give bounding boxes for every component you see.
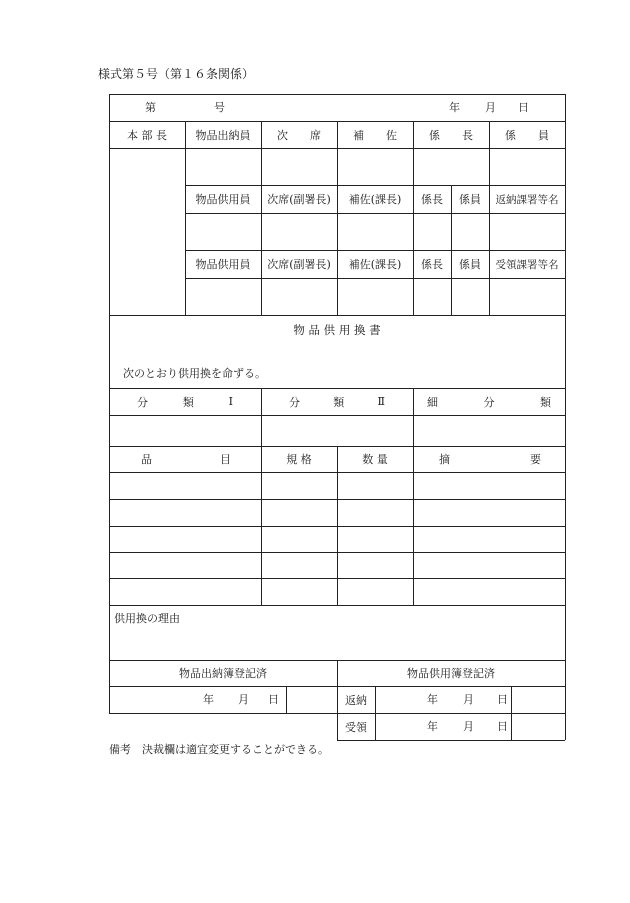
date-year: 年 [449, 101, 460, 114]
classification-2-input[interactable] [261, 415, 413, 446]
spec-header: 規 格 [286, 453, 312, 466]
seal-cell[interactable] [185, 148, 261, 185]
remarks-char-b: 要 [530, 453, 541, 466]
date-month: 月 [485, 101, 496, 114]
supply-ledger-label: 物品供用簿登記済 [407, 667, 495, 680]
approval-head-suitoin: 物品出納員 [195, 128, 251, 142]
approval-return-kyoyoin: 物品供用員 [195, 193, 251, 206]
approval-receive-kyoyoin: 物品供用員 [195, 258, 251, 271]
classification-1-char-a: 分 [137, 395, 148, 409]
approval-return-kakaricho: 係長 [421, 193, 443, 206]
receive-year: 年 [427, 720, 438, 733]
remarks-char-a: 摘 [439, 453, 450, 466]
item-name-header [109, 446, 261, 472]
receive-label: 受領 [345, 720, 367, 734]
approval-receive-jiseki: 次席(副署長) [267, 258, 331, 271]
item-rows[interactable] [109, 472, 565, 605]
approval-head-hosa: 補 佐 [353, 128, 397, 142]
item-name-char-b: 目 [220, 453, 231, 466]
seal-cell[interactable] [337, 148, 413, 185]
classification-1-input[interactable] [109, 415, 261, 446]
remarks-note: 備考 決裁欄は適宜変更することができる。 [109, 743, 329, 756]
ledger-left-day: 日 [268, 693, 279, 706]
approval-return-kakariin: 係員 [459, 193, 481, 206]
receive-day: 日 [497, 720, 508, 733]
approval-receive-kakariin: 係員 [459, 258, 481, 271]
approval-return-jiseki: 次席(副署長) [267, 193, 331, 206]
receive-month: 月 [463, 720, 474, 733]
subclassification-char-b: 分 [483, 395, 495, 409]
seal-cell[interactable] [261, 148, 337, 185]
approval-return-hosa: 補佐(課長) [348, 193, 402, 206]
return-day: 日 [497, 693, 508, 706]
classification-1-header [109, 388, 261, 415]
return-year: 年 [427, 693, 438, 706]
subclassification-char-a: 細 [427, 395, 438, 409]
reason-input[interactable] [109, 628, 565, 660]
seal-cell[interactable] [489, 148, 565, 185]
classification-2-numeral: Ⅱ [377, 395, 385, 408]
date-day: 日 [518, 101, 529, 114]
approval-receive-dept: 受領課署等名 [495, 258, 559, 271]
approval-receive-kakaricho: 係長 [421, 258, 443, 271]
order-text: 次のとおり供用換を命ずる。 [123, 367, 266, 380]
classification-2-char-b: 類 [333, 395, 345, 409]
subclassification-input[interactable] [413, 415, 565, 446]
seal-cell-honbucho[interactable] [109, 148, 185, 315]
subclassification-header [413, 388, 565, 415]
subclassification-char-c: 類 [540, 395, 551, 409]
disbursement-ledger-label: 物品出納簿登記済 [179, 667, 267, 680]
classification-1-numeral: Ⅰ [228, 395, 233, 408]
approval-head-jiseki: 次 席 [277, 128, 321, 142]
classification-2-header [261, 388, 413, 415]
approval-receive-hosa: 補佐(課長) [348, 258, 402, 271]
ledger-left-year: 年 [203, 693, 214, 706]
reason-label: 供用換の理由 [114, 612, 180, 625]
approval-return-dept: 返納課署等名 [495, 193, 559, 206]
quantity-header: 数 量 [362, 453, 388, 466]
form-number-title: 様式第５号（第１６条関係） [98, 67, 255, 81]
approval-head-kakaricho: 係 長 [429, 128, 473, 142]
return-month: 月 [463, 693, 474, 706]
remarks-column-header [413, 446, 565, 472]
classification-1-char-b: 類 [182, 395, 194, 409]
number-prefix: 第 [145, 101, 156, 114]
number-suffix: 号 [214, 101, 225, 114]
document-title: 物 品 供 用 換 書 [293, 323, 381, 337]
classification-2-char-a: 分 [289, 395, 300, 409]
item-name-char-a: 品 [141, 453, 152, 466]
approval-head-kakariin: 係 員 [505, 128, 549, 142]
ledger-left-month: 月 [238, 693, 249, 706]
approval-head-honbucho: 本 部 長 [127, 128, 167, 142]
seal-cell[interactable] [413, 148, 489, 185]
return-label: 返納 [345, 693, 367, 707]
